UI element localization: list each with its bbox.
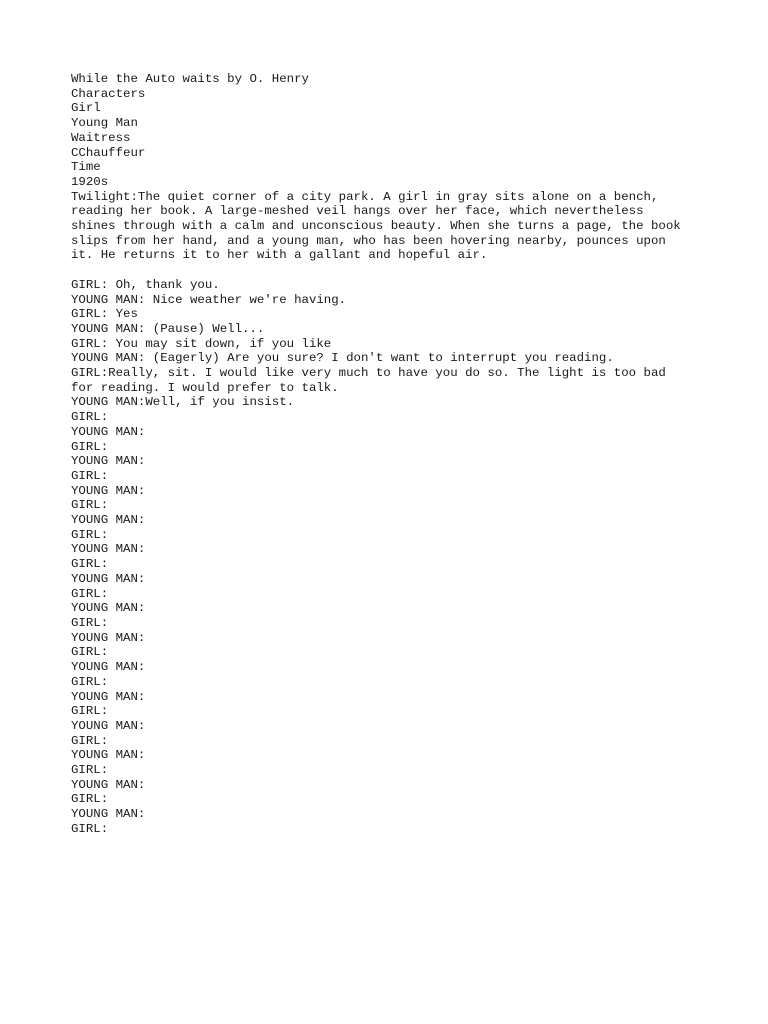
dialogue-line: GIRL: — [71, 733, 109, 748]
dialogue-line: YOUNG MAN: — [71, 542, 146, 557]
dialogue-line: YOUNG MAN: — [71, 483, 146, 498]
dialogue-line: GIRL: — [71, 527, 109, 542]
dialogue-line: GIRL: — [71, 792, 109, 807]
dialogue-line: GIRL: — [71, 645, 109, 660]
dialogue-line: YOUNG MAN: (Eagerly) Are you sure? I don't want to interrupt you reading. — [71, 351, 614, 366]
dialogue-line: YOUNG MAN: — [71, 689, 146, 704]
dialogue-line: GIRL: — [71, 410, 109, 425]
dialogue-line: GIRL: — [71, 586, 109, 601]
character-girl: Girl — [71, 101, 101, 116]
dialogue-line: GIRL: — [71, 439, 109, 454]
paragraph-gap — [71, 263, 711, 278]
dialogue-line: YOUNG MAN:Well, if you insist. — [71, 395, 295, 410]
dialogue-line: YOUNG MAN: — [71, 601, 146, 616]
dialogue-line: YOUNG MAN: — [71, 454, 146, 469]
document-title: While the Auto waits by O. Henry — [71, 72, 309, 86]
dialogue-line: GIRL: — [71, 557, 109, 572]
dialogue-line: GIRL: — [71, 674, 109, 689]
dialogue-line: GIRL:Really, sit. I would like very much to have you do so. The light is too bad for reading. I would prefer to talk. — [71, 366, 666, 395]
dialogue-line: YOUNG MAN: — [71, 424, 146, 439]
dialogue-line: YOUNG MAN: — [71, 630, 146, 645]
dialogue-line: YOUNG MAN: (Pause) Well... — [71, 321, 265, 336]
dialogue-line: GIRL: Oh, thank you. — [71, 277, 220, 292]
dialogue-line: YOUNG MAN: — [71, 571, 146, 586]
dialogue-line: YOUNG MAN: — [71, 777, 146, 792]
dialogue-line: GIRL: — [71, 468, 109, 483]
dialogue-line: YOUNG MAN: — [71, 513, 146, 528]
characters-heading: Characters — [71, 86, 146, 101]
script-page — [71, 72, 711, 837]
dialogue-line: YOUNG MAN: — [71, 748, 146, 763]
dialogue-line: GIRL: — [71, 763, 109, 778]
dialogue-line: YOUNG MAN: — [71, 660, 146, 675]
dialogue-list — [71, 278, 711, 837]
dialogue-line: YOUNG MAN: — [71, 718, 146, 733]
dialogue-line: GIRL: — [71, 704, 109, 719]
dialogue-line: GIRL: — [71, 616, 109, 630]
dialogue-line: GIRL: — [71, 498, 109, 513]
dialogue-line: YOUNG MAN: — [71, 807, 146, 822]
time-heading: Time — [71, 160, 101, 175]
dialogue-line: GIRL: — [71, 821, 109, 836]
time-value: 1920s — [71, 174, 109, 189]
dialogue-line: GIRL: Yes — [71, 307, 138, 322]
character-chauffeur: CChauffeur — [71, 145, 146, 160]
dialogue-line: GIRL: You may sit down, if you like — [71, 336, 332, 351]
setting-description: Twilight:The quiet corner of a city park. A girl in gray sits alone on a bench, reading her book. A large-meshed veil hangs over her face, which nevertheless shines through with a calm and unconscious beauty. When she turns a page, the book slips from her hand, and a young man, who has been hovering nearby, pounces upon it. He returns it to her with a gallant and hopeful air. — [71, 189, 681, 263]
dialogue-line: YOUNG MAN: Nice weather we're having. — [71, 292, 347, 307]
character-young-man: Young Man — [71, 116, 138, 131]
character-waitress: Waitress — [71, 130, 131, 145]
